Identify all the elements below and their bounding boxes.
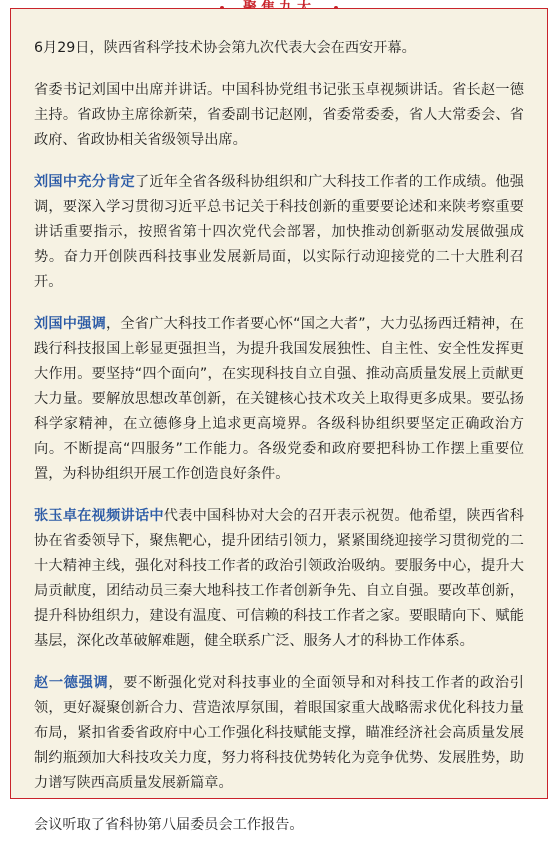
paragraph-3	[34, 170, 524, 295]
paragraph-4	[34, 312, 524, 487]
paragraph-2	[34, 78, 524, 153]
paragraph-5	[34, 504, 524, 654]
paragraph-text: ，要不断强化党对科技事业的全面领导和对科技工作者的政治引领，更好凝聚创新合力、营造浓厚氛围，着眼国家重大战略需求优化科技力量布局，紧扣省委省政府中心工作强化科技赋能支撑，瞄准经济社会高质量发展制约瓶颈加大科技攻关力度，努力将科技优势转化为竞争优势、发展胜势，助力谱写陕西高质量发展新篇章。	[34, 675, 524, 791]
paragraph-text: 省委书记刘国中出席并讲话。中国科协党组书记张玉卓视频讲话。省长赵一德主持。省政协主席徐新荣，省委副书记赵刚，省委常委委，省人大常委会、省政府、省政协相关省级领导出席。	[34, 82, 524, 148]
paragraph-lead: 刘国中强调	[34, 316, 106, 332]
paragraph-7	[34, 813, 524, 838]
paragraph-text: 代表中国科协对大会的召开表示祝贺。他希望，陕西省科协在省委领导下，聚焦靶心，提升团结引领力，紧紧围绕迎接学习贯彻党的二十大精神主线，强化对科技工作者的政治引领政治吸纳。要服务中心，提升大局贡献度，团结动员三秦大地科技工作者创新争先、自立自强。要改革创新，提升科协组织力，建设有温度、可信赖的科技工作者之家。要眼睛向下、赋能基层，深化改革破解难题，健全联系广泛、服务人才的科协工作体系。	[34, 508, 524, 649]
paragraph-lead: 刘国中充分肯定	[34, 174, 135, 190]
paragraph-1	[34, 36, 524, 61]
paragraph-text: 6月29日，陕西省科学技术协会第九次代表大会在西安开幕。	[34, 40, 416, 56]
paragraph-lead: 赵一德强调	[34, 675, 109, 691]
paragraph-lead: 张玉卓在视频讲话中	[34, 508, 164, 524]
paragraph-text: 会议听取了省科协第八届委员会工作报告。	[34, 817, 304, 833]
paragraph-6	[34, 671, 524, 796]
paragraph-text: 了近年全省各级科协组织和广大科技工作者的工作成绩。他强调，要深入学习贯彻习近平总书记关于科技创新的重要要论述和来陕考察重要讲话重要指示，按照省第十四次党代会部署，加快推动创新驱动发展做强成势。奋力开创陕西科技事业发展新局面，以实际行动迎接党的二十大胜利召开。	[34, 174, 524, 290]
article-body	[34, 36, 524, 855]
paragraph-text: ，全省广大科技工作者要心怀“国之大者”，大力弘扬西迁精神，在践行科技报国上彰显更强担当，为提升我国发展独性、自主性、安全性发挥更大作用。要坚持“四个面向”，在实现科技自立自强、推动高质量发展上贡献更大力量。要解放思想改革创新，在关键核心技术攻关上取得更多成果。要弘扬科学家精神，在立德修身上追求更高境界。各级科协组织要坚定正确政治方向。不断提高“四服务”工作能力。各级党委和政府要把科协工作摆上重要位置，为科协组织开展工作创造良好条件。	[34, 316, 524, 482]
